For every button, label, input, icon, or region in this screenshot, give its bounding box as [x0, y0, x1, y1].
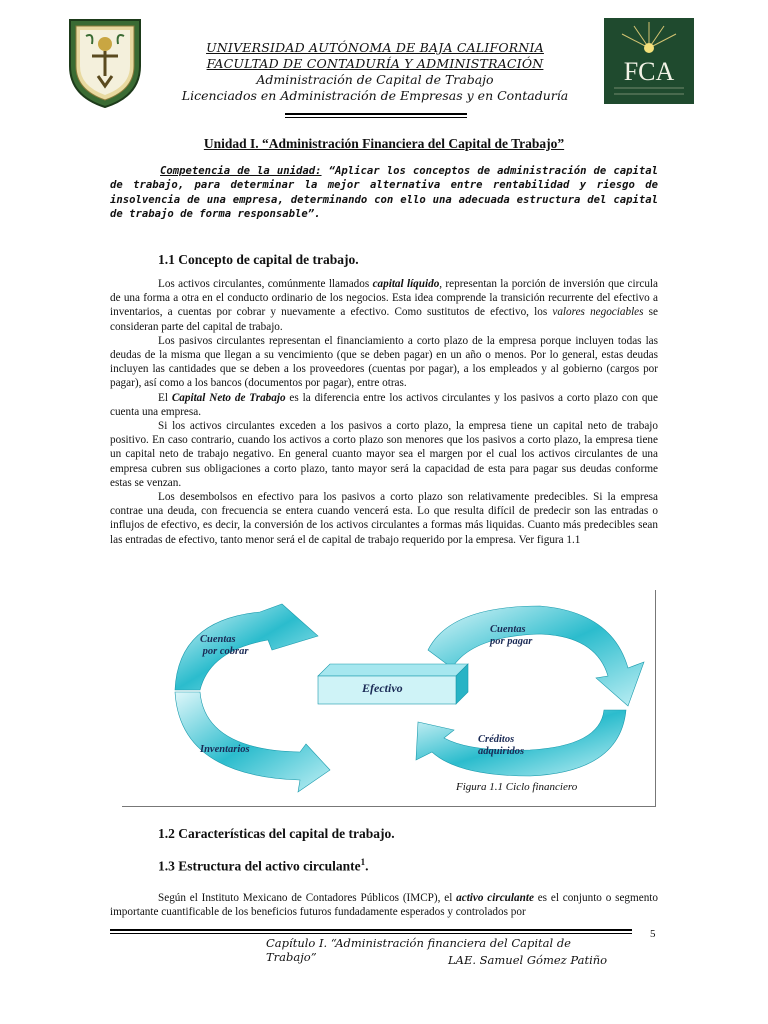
label-efectivo: Efectivo — [362, 681, 403, 695]
faculty-name: FACULTAD DE CONTADURÍA Y ADMINISTRACIÓN — [206, 56, 544, 71]
arc-left-bottom — [175, 692, 330, 792]
footer-rule — [110, 929, 632, 934]
paragraph-1: Los activos circulantes, comúnmente llamados capital líquido, representan la porción de inversión que circula de una forma a otra en el conducto ordinario de los negocios. Esta idea comprende la transición recurrente del efectivo a inventarios, a cuentas por cobrar y nuevamente a efectivo. Como sustitutos de efectivo, los valores negociables se consideran parte del capital de trabajo. — [110, 278, 658, 333]
competencia-lead: Competencia de la unidad: — [160, 165, 322, 177]
paragraph-activo-circulante: Según el Instituto Mexicano de Contadores Públicos (IMCP), el activo circulante es el conjunto o segmento importante cuantificable de los beneficios futuros fundadamente esperados y controlados por — [110, 892, 658, 919]
paragraph-5: Los desembolsos en efectivo para los pasivos a corto plazo son relativamente predecibles. Si la empresa contrae una deuda, con frecuencia se entera cuando vencerá esta. Lo que resulta difícil de predecir son las entradas o influjos de efectivo, es decir, la conversión de los activos circulantes a formas más liquidas. Cuanto más predecibles sean las entradas de efectivo, tanto menor será el de capital de trabajo requerido por la empresa. Ver figura 1.1 — [110, 491, 658, 546]
label-creditos-adquiridos: Créditos adquiridos — [478, 734, 525, 757]
label-cuentas-por-cobrar: Cuentas por cobrar — [200, 634, 249, 657]
section-1-2-heading: 1.2 Características del capital de trabajo. — [158, 826, 395, 841]
fca-logo-text: FCA — [623, 57, 675, 86]
paragraph-4: Si los activos circulantes exceden a los pasivos a corto plazo, la empresa tiene un capital neto de trabajo positivo. En caso contrario, cuando los activos a corto plazo son menores que los pasivos a corto plazo, la empresa tiene un capital neto de trabajo negativo. En general cuanto mayor sea el margen por el cual los activos circulantes de una empresa cubren sus obligaciones a corto plazo, tanto mayor será la capacidad de esta para pagar sus deudas conforme estas se venzan. — [110, 420, 658, 489]
paragraph-2: Los pasivos circulantes representan el financiamiento a corto plazo de la empresa porque incluyen todas las deudas de la misma que llegan a su vencimiento (que se deben pagar) en un año o menos. Por lo general, estas deudas incluyen las cantidades que se deben a los proveedores (cuentas por pagar), a los empleados y al gobierno (cargos por pagar), así como a los bancos (documentos por pagar), entre otras. — [110, 334, 658, 390]
figure-caption: Figura 1.1 Ciclo financiero — [456, 781, 578, 793]
section-1-1-heading: 1.1 Concepto de capital de trabajo. — [158, 252, 359, 267]
footer-chapter-title: Capítulo I. “Administración financiera del Capital de Trabajo” — [266, 936, 571, 964]
page-number: 5 — [650, 928, 656, 940]
footer-author: LAE. Samuel Gómez Patiño — [448, 953, 608, 967]
competencia-text: “Aplicar los conceptos de administración de capital de trabajo, para determinar la mejor alternativa entre rentabilidad y riesgo de insolvencia de una empresa, determinando con ello una adecuada estructura del capital de trabajo de forma responsable”. — [110, 165, 659, 221]
label-inventarios: Inventarios — [200, 744, 250, 755]
programs-name: Licenciados en Administración de Empresas y en Contaduría — [181, 88, 569, 103]
university-name: UNIVERSIDAD AUTÓNOMA DE BAJA CALIFORNIA — [206, 40, 544, 55]
unit-title: Unidad I. “Administración Financiera del Capital de Trabajo” — [203, 136, 565, 151]
label-cuentas-por-pagar: Cuentas por pagar — [490, 624, 533, 647]
section-1-3-heading: 1.3 Estructura del activo circulante$^1$. — [158, 857, 369, 874]
course-name: Administración de Capital de Trabajo — [256, 72, 494, 87]
paragraph-3: El Capital Neto de Trabajo es la diferencia entre los activos circulantes y los pasivos a corto plazo con que cuenta una empresa. — [110, 391, 658, 418]
